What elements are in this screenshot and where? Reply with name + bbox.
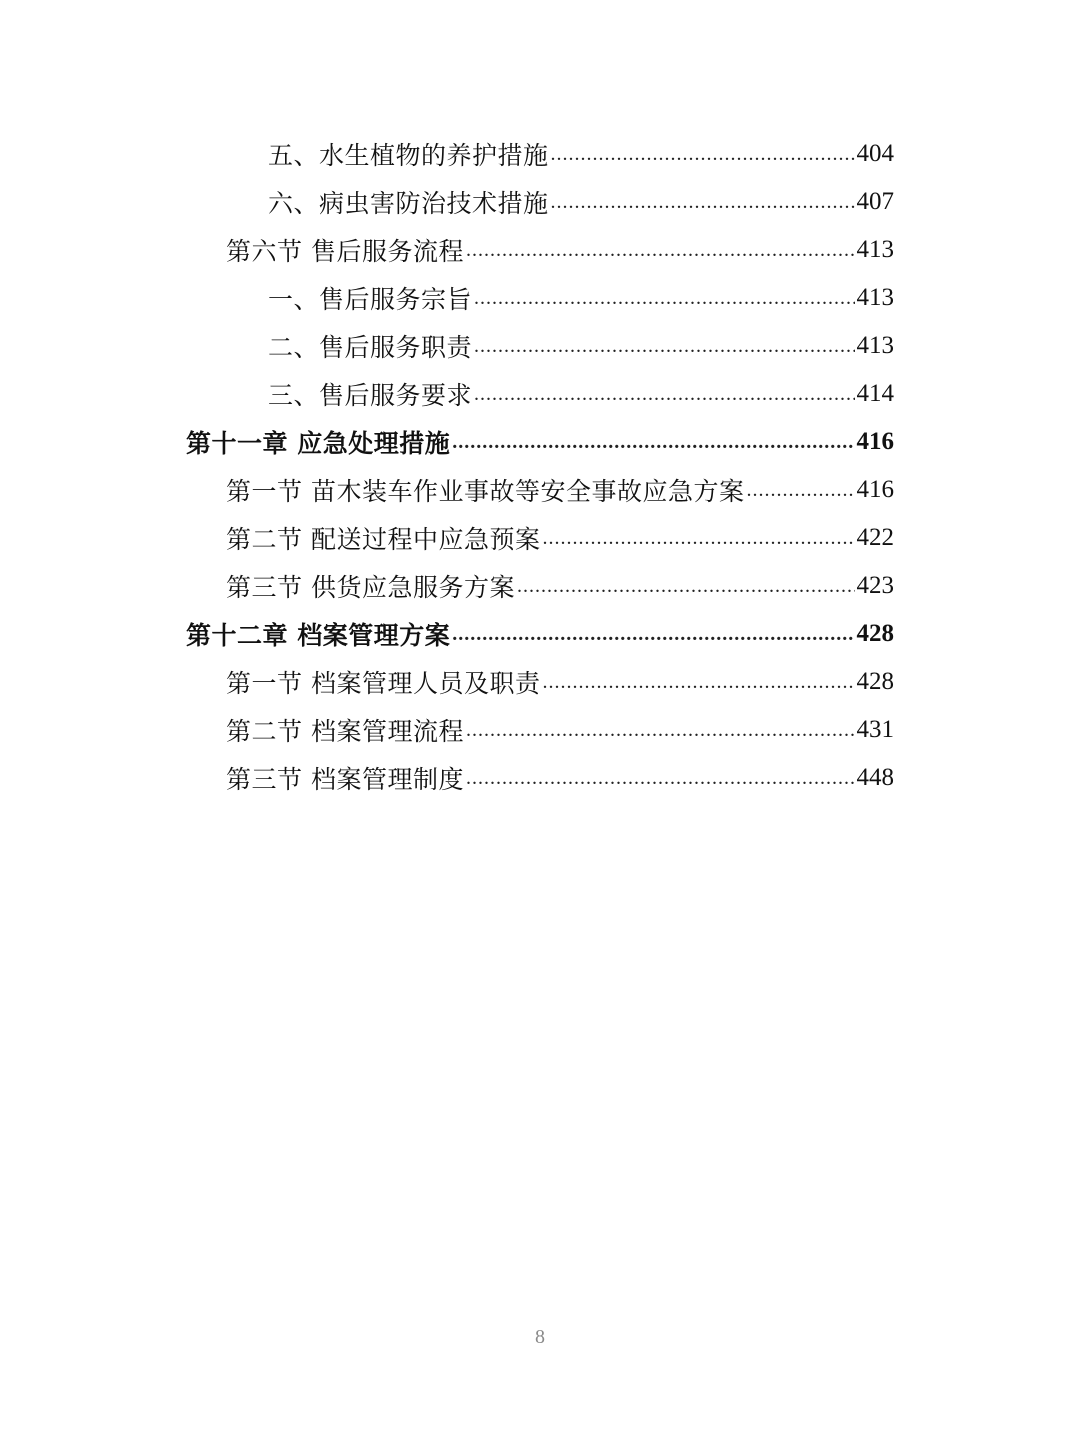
toc-leader-dots	[474, 335, 854, 370]
toc-entry-title: 第三节 档案管理制度	[226, 765, 464, 794]
toc-leader-dots	[746, 479, 854, 514]
toc-entry-title: 一、售后服务宗旨	[268, 285, 473, 314]
toc-leader-dots	[551, 143, 855, 178]
toc-entry[interactable]	[0, 466, 1080, 514]
toc-chapter-entry[interactable]	[0, 418, 1080, 466]
toc-leader-dots	[466, 239, 855, 274]
toc-entry[interactable]	[0, 178, 1080, 226]
toc-entry-title: 五、水生植物的养护措施	[268, 141, 549, 170]
toc-entry-page: 407	[856, 188, 894, 215]
toc-entry-page: 416	[856, 476, 894, 503]
toc-leader-dots	[474, 383, 854, 418]
toc-entry[interactable]	[0, 706, 1080, 754]
toc-entry[interactable]	[0, 130, 1080, 178]
toc-leader-dots	[466, 719, 855, 754]
toc-entry[interactable]	[0, 754, 1080, 802]
toc-entry-page: 413	[856, 236, 894, 263]
toc-entry-page: 428	[856, 668, 894, 695]
toc-leader-dots	[474, 287, 854, 322]
toc-entry-title: 第十二章 档案管理方案	[186, 621, 451, 650]
toc-entry-title: 第一节 档案管理人员及职责	[226, 669, 541, 698]
toc-entry-page: 448	[856, 764, 894, 791]
toc-entry-page: 428	[856, 620, 894, 647]
page-number: 8	[535, 1326, 545, 1348]
toc-entry-page: 413	[856, 332, 894, 359]
toc-entry-page: 416	[856, 428, 894, 455]
toc-leader-dots	[452, 431, 854, 466]
toc-entry-title: 第二节 档案管理流程	[226, 717, 464, 746]
toc-entry-page: 422	[856, 524, 894, 551]
toc-leader-dots	[542, 527, 854, 562]
toc-entry-page: 404	[856, 140, 894, 167]
toc-leader-dots	[466, 767, 855, 802]
toc-entry-title: 第六节 售后服务流程	[226, 237, 464, 266]
toc-entry-title: 第二节 配送过程中应急预案	[226, 525, 541, 554]
toc-entry[interactable]	[0, 274, 1080, 322]
toc-entry-title: 第一节 苗木装车作业事故等安全事故应急方案	[226, 477, 745, 506]
toc-entry[interactable]	[0, 658, 1080, 706]
toc-entry[interactable]	[0, 514, 1080, 562]
toc-entry-title: 六、病虫害防治技术措施	[268, 189, 549, 218]
toc-entry-title: 二、售后服务职责	[268, 333, 473, 362]
toc-leader-dots	[452, 623, 854, 658]
toc-entry[interactable]	[0, 226, 1080, 274]
toc-leader-dots	[517, 575, 855, 610]
toc-entry-page: 414	[856, 380, 894, 407]
table-of-contents	[0, 130, 1080, 802]
toc-entry-page: 431	[856, 716, 894, 743]
toc-entry[interactable]	[0, 370, 1080, 418]
toc-entry-title: 三、售后服务要求	[268, 381, 473, 410]
toc-chapter-entry[interactable]	[0, 610, 1080, 658]
toc-entry-page: 413	[856, 284, 894, 311]
toc-leader-dots	[551, 191, 855, 226]
toc-entry-title: 第三节 供货应急服务方案	[226, 573, 515, 602]
toc-leader-dots	[542, 671, 854, 706]
toc-entry-page: 423	[856, 572, 894, 599]
toc-entry[interactable]	[0, 562, 1080, 610]
toc-entry-title: 第十一章 应急处理措施	[186, 429, 451, 458]
toc-entry[interactable]	[0, 322, 1080, 370]
